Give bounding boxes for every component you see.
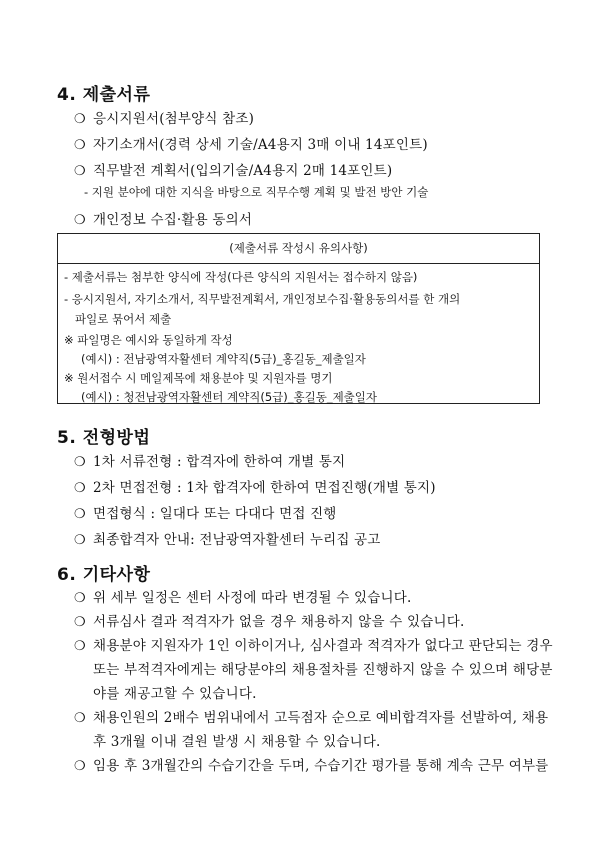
notice-line: - 응시지원서, 자기소개서, 직무발전계획서, 개인정보수집·활용동의서를 한 개의 bbox=[64, 292, 461, 306]
circle-bullet-icon: ❍ bbox=[74, 639, 86, 654]
list-item: ❍ 개인정보 수집·활용 동의서 bbox=[74, 212, 253, 228]
list-item: ❍ 면접형식 : 일대다 또는 다대다 면접 진행 bbox=[74, 506, 337, 522]
section-4-heading: 4. 제출서류 bbox=[57, 85, 151, 105]
circle-bullet-icon: ❍ bbox=[74, 533, 86, 548]
circle-bullet-icon: ❍ bbox=[74, 455, 86, 470]
list-item: ❍ 1차 서류전형 : 합격자에 한하여 개별 통지 bbox=[74, 454, 346, 470]
circle-bullet-icon: ❍ bbox=[74, 112, 86, 127]
circle-bullet-icon: ❍ bbox=[74, 138, 86, 153]
notice-line: 파일로 묶어서 제출 bbox=[75, 312, 172, 326]
notice-line: ※ 파일명은 예시와 동일하게 작성 bbox=[64, 333, 233, 347]
list-item-continuation: 후 3개월 이내 결원 발생 시 채용할 수 있습니다. bbox=[93, 734, 381, 750]
circle-bullet-icon: ❍ bbox=[74, 213, 86, 228]
circle-bullet-icon: ❍ bbox=[74, 164, 86, 179]
circle-bullet-icon: ❍ bbox=[74, 711, 86, 726]
list-item: ❍ 채용분야 지원자가 1인 이하이거나, 심사결과 적격자가 없다고 판단되는 경우 bbox=[74, 638, 553, 654]
notice-box bbox=[57, 233, 540, 404]
notice-line: (예시) : 청전남광역자활센터 계약직(5급)_홍길동_제출일자 bbox=[81, 390, 377, 404]
list-item-continuation: 야를 재공고할 수 있습니다. bbox=[93, 686, 257, 702]
list-item: ❍ 자기소개서(경력 상세 기술/A4용지 3매 이내 14포인트) bbox=[74, 137, 428, 153]
list-item: ❍ 위 세부 일정은 센터 사정에 따라 변경될 수 있습니다. bbox=[74, 590, 412, 606]
notice-line: - 제출서류는 첨부한 양식에 작성(다른 양식의 지원서는 접수하지 않음) bbox=[64, 270, 418, 284]
list-item: ❍ 채용인원의 2배수 범위내에서 고득점자 순으로 예비합격자를 선발하여, 채용 bbox=[74, 710, 549, 726]
circle-bullet-icon: ❍ bbox=[74, 615, 86, 630]
circle-bullet-icon: ❍ bbox=[74, 759, 86, 774]
notice-line: ※ 원서접수 시 메일제목에 채용분야 및 지원자를 명기 bbox=[64, 371, 333, 385]
circle-bullet-icon: ❍ bbox=[74, 591, 86, 606]
notice-box-title: (제출서류 작성시 유의사항) bbox=[58, 234, 539, 264]
list-item: ❍ 서류심사 결과 적격자가 없을 경우 채용하지 않을 수 있습니다. bbox=[74, 614, 465, 630]
list-item: ❍ 직무발전 계획서(입의기술/A4용지 2매 14포인트) bbox=[74, 163, 393, 179]
list-item: ❍ 2차 면접전형 : 1차 합격자에 한하여 면접진행(개별 통지) bbox=[74, 480, 436, 496]
section-5-heading: 5. 전형방법 bbox=[57, 428, 151, 448]
list-item: ❍ 임용 후 3개월간의 수습기간을 두며, 수습기간 평가를 통해 계속 근무 여부를 bbox=[74, 758, 549, 774]
circle-bullet-icon: ❍ bbox=[74, 481, 86, 496]
notice-line: (예시) : 전남광역자활센터 계약직(5급)_홍길동_제출일자 bbox=[81, 352, 366, 366]
list-item-continuation: 또는 부적격자에게는 해당분야의 채용절차를 진행하지 않을 수 있으며 해당분 bbox=[93, 662, 553, 678]
list-item: ❍ 최종합격자 안내: 전남광역자활센터 누리집 공고 bbox=[74, 532, 381, 548]
circle-bullet-icon: ❍ bbox=[74, 507, 86, 522]
list-item: ❍ 응시지원서(첨부양식 참조) bbox=[74, 111, 255, 127]
sub-note: - 지원 분야에 대한 지식을 바탕으로 직무수행 계획 및 발전 방안 기술 bbox=[84, 185, 429, 199]
section-6-heading: 6. 기타사항 bbox=[57, 565, 151, 585]
